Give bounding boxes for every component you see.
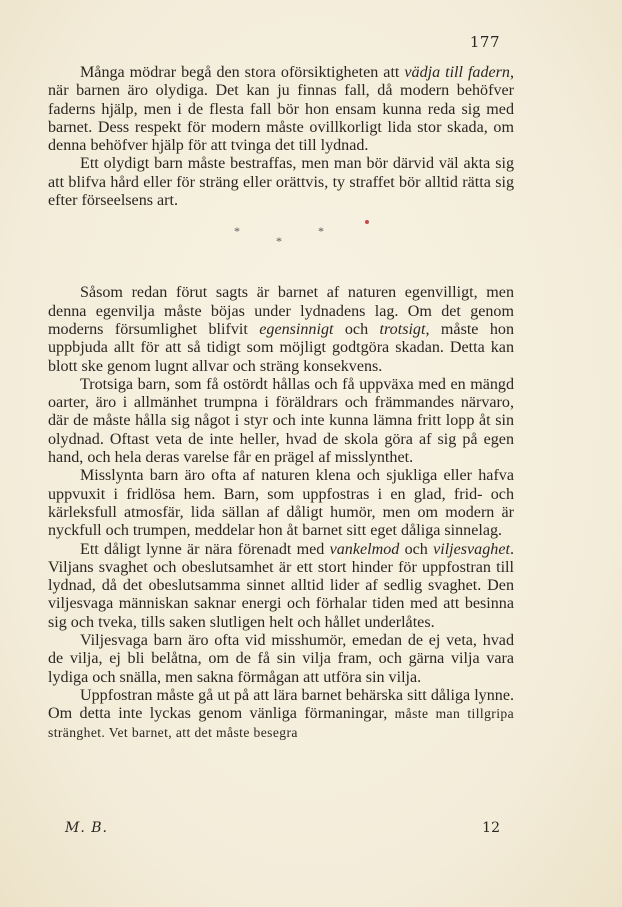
paragraph: Viljesvaga barn äro ofta vid misshumör, emedan de ej veta, hvad de vilja, ej bli belåtna, om de få sin vilja fram, och gärna vilja vara lydiga och snälla, men sakna förmågan att utföra sin vilja. [48, 632, 514, 686]
page-footer [65, 820, 500, 836]
body-text [48, 64, 514, 742]
signature-mark: M. B. [65, 820, 108, 836]
paragraph: Ett dåligt lynne är nära förenadt med vankelmod och viljesvaghet. Viljans svaghet och obeslutsamhet är ett stort hinder för uppfostran till lydnad, då det obeslutsamma sinnet alltid lider af sedlig svaghet. Den viljesvaga människan saknar energi och förhalar tiden med att besinna sig och tveka, tills saken slutligen helt och hållet underlåtes. [48, 540, 514, 631]
paragraph: Uppfostran måste gå ut på att lära barnet behärska sitt dåliga lynne. Om detta inte lyckas genom vänliga förmaningar, måste man tillgripa stränghet. Vet barnet, att det måste besegra [48, 686, 514, 740]
paragraph: Misslynta barn äro ofta af naturen klena och sjukliga eller hafva uppvuxit i fridlösa hem. Barn, som uppfostras i en glad, frid- och kärleksfull atmosfär, lida sällan af dåligt humör, men om modern är nyckfull och trumpen, meddelar hon åt barnet sitt eget dåliga sinnelag. [48, 467, 514, 540]
paragraph: Många mödrar begå den stora oförsiktigheten att vädja till fadern, när barnen äro olydiga. Det kan ju finnas fall, då modern behöfver faderns hjälp, men i de flesta fall bör hon ensam kunna reda sig med barnet. Dess respekt för modern måste ovillkorligt lida stor skada, om denna behöfver hjälp för att tvinga det till lydnad. [48, 64, 515, 155]
section-separator [48, 216, 514, 276]
sheet-number: 12 [482, 820, 500, 836]
separator-star: * [318, 224, 324, 239]
paragraph: Ett olydigt barn måste bestraffas, men man bör därvid väl akta sig att blifva hård eller för sträng eller orättvis, ty straffet bör alltid rätta sig efter förseelsens art. [48, 155, 514, 210]
paragraph: Trotsiga barn, som få ostördt hållas och få uppväxa med en mängd oarter, äro i allmänhet trumpna i föräldrars och främmandes närvaro, där de måste hålla sig något i styr och inte kunna lämna fritt lopp åt sin olydnad. Oftast veta de inte heller, hvad de skola göra af sig på egen hand, och hela deras varelse får en prägel af misslynthet. [48, 375, 514, 467]
separator-star: * [234, 224, 240, 239]
ink-spot [365, 220, 369, 224]
separator-star: * [276, 234, 282, 249]
paragraph: Såsom redan förut sagts är barnet af naturen egenvilligt, men denna egenvilja måste böjas under lydnadens lag. Om det genom moderns försumlighet blifvit egensinnigt och trotsigt, måste hon uppbjuda allt för att så tidigt som möjligt godtgöra skadan. Detta kan blott ske genom lugnt allvar och sträng konsekvens. [48, 284, 515, 375]
page-number: 177 [469, 33, 500, 51]
